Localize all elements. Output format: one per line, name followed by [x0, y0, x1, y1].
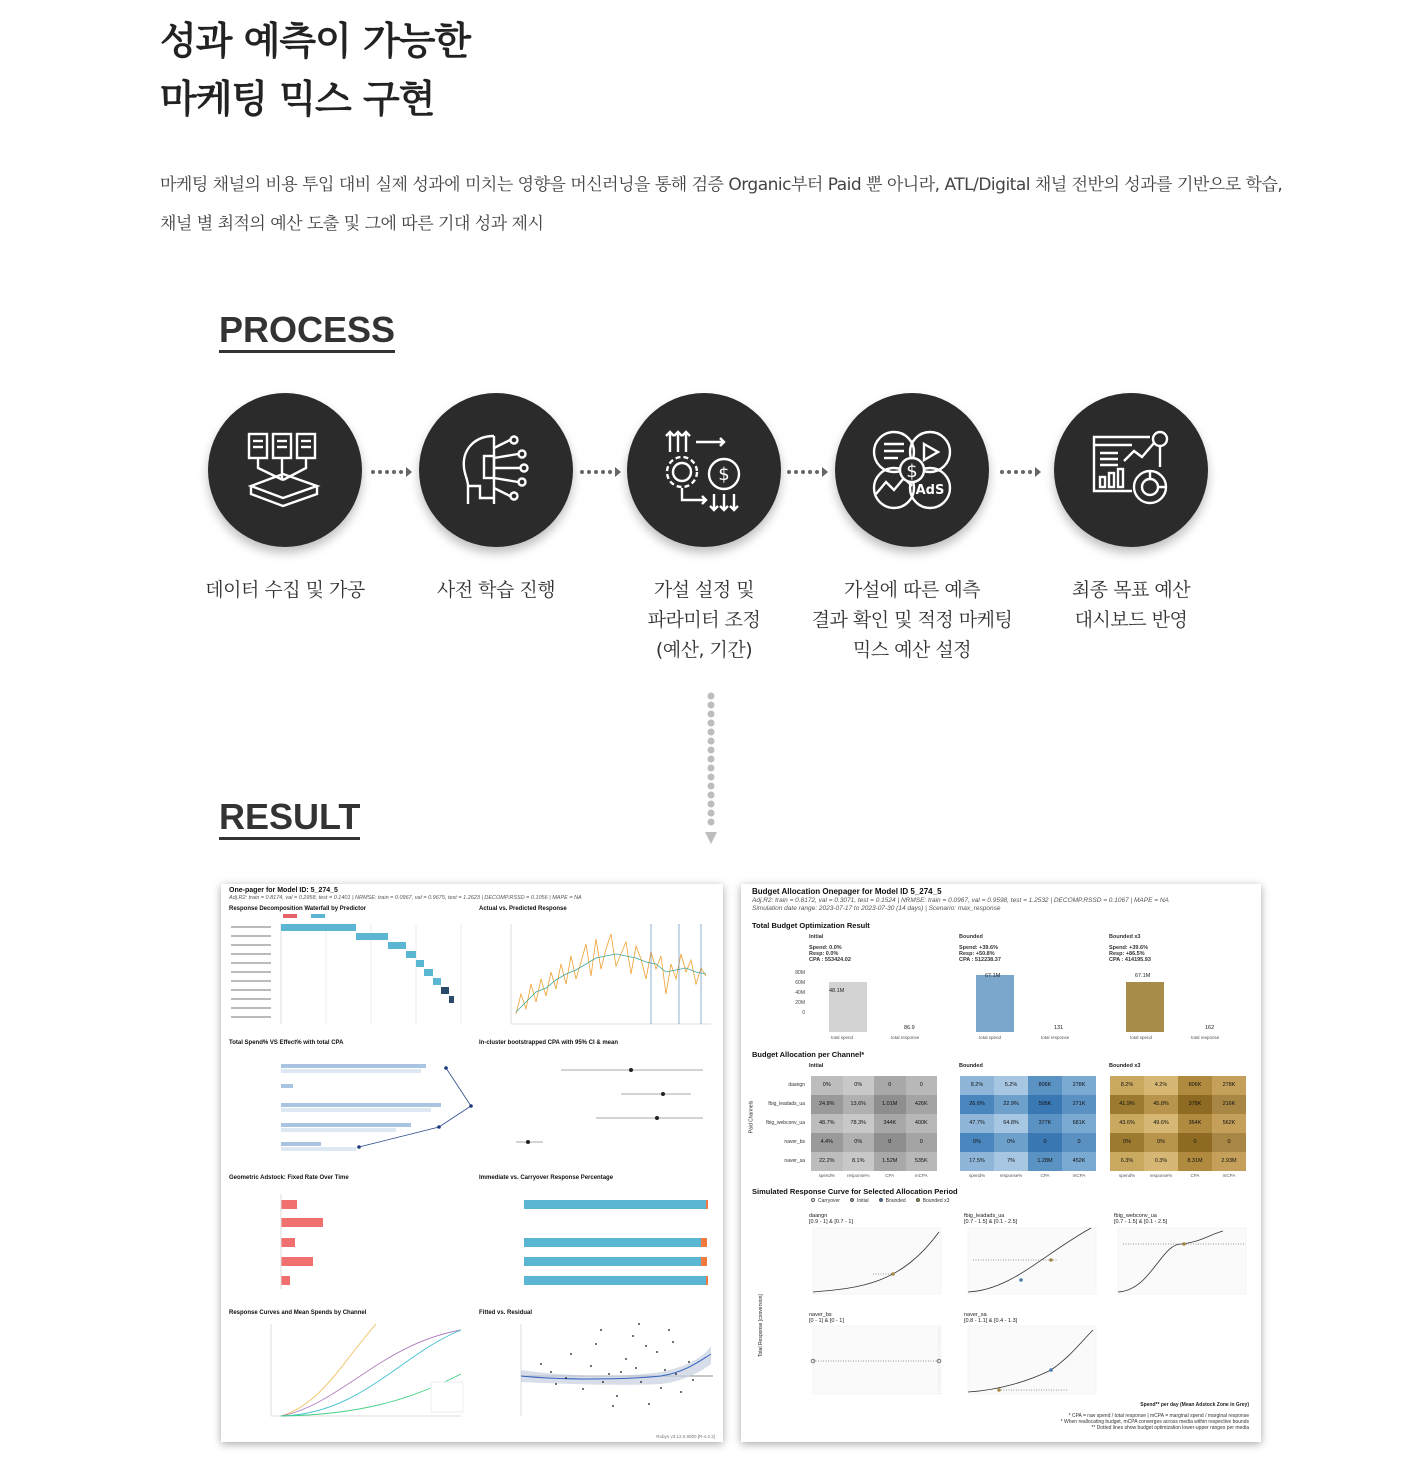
- heat-column-label: response%: [999, 1173, 1023, 1178]
- legend-item: Carryover: [811, 1198, 840, 1204]
- scenario-bounded-x3-spend: Spend: +39.6%: [1109, 945, 1148, 951]
- curve-panel-daangn-name: daangn: [809, 1213, 828, 1219]
- bar-x-label-spend-2: total spend: [979, 1035, 1002, 1040]
- heat-cell: 0: [906, 1133, 938, 1152]
- heat-cell: 13.6%: [843, 1095, 875, 1114]
- heat-initial-title: Initial: [809, 1063, 824, 1069]
- heat-cell: 595K: [1028, 1095, 1062, 1114]
- heat-cell: 0: [874, 1133, 906, 1152]
- heat-column-label: mCPA: [1222, 1173, 1236, 1178]
- heat-cell: 0: [1028, 1133, 1062, 1152]
- svg-text:AdS: AdS: [915, 483, 945, 498]
- bar-x-label-spend-1: total spend: [831, 1035, 854, 1040]
- response-curve-plots: [741, 884, 1261, 1442]
- page-headline: [160, 12, 470, 128]
- right-report-footnotes: [1061, 1413, 1249, 1431]
- curve-panel-webconv-name: fbig_webconv_ua: [1114, 1213, 1157, 1219]
- heat-cell: 452K: [1062, 1152, 1096, 1171]
- curve-x-axis-label: Spend** per day (Mean Adstock Zone in Grey): [1140, 1402, 1249, 1408]
- heat-cell: 0%: [843, 1133, 875, 1152]
- budget-settings-icon: [627, 393, 781, 547]
- scenario-bounded-spend: Spend: +39.6%: [959, 945, 998, 951]
- heat-cell: 5.2%: [994, 1076, 1028, 1095]
- ads-marketing-icon: [835, 393, 989, 547]
- response-curves-plot: [271, 1324, 463, 1416]
- bootstrapped-cpa-plot: [516, 1068, 703, 1144]
- curve-panel-naver-bs-name: naver_bs: [809, 1312, 832, 1318]
- heat-cell: 535K: [906, 1152, 938, 1171]
- budget-y-tick-20m: 20M: [795, 1000, 805, 1006]
- heat-column-label: response%: [1149, 1173, 1173, 1178]
- curve-panel-leadads-range: [0.7 - 1.5] & [0.1 - 2.5]: [964, 1219, 1018, 1225]
- heat-cell: 4.4%: [811, 1133, 843, 1152]
- spend-vs-effect-plot: [281, 1064, 473, 1151]
- heat-cell: 8.2%: [960, 1076, 994, 1095]
- legend-item: Bounded x3: [916, 1198, 950, 1204]
- scenario-bounded-x3-name: Bounded x3: [1109, 934, 1141, 940]
- right-report-subtitle: Adj.R2: train = 0.8172, val = 0.3071, test = 0.1524 | NRMSE: train = 0.0967, val = 0.9598, test = 1.2532 | DECOMP.RSSD = 0.1067 | MAPE = NA Simulation date range: 2023-07-17 to 2023-07-30 (14 days) | Scenario: max_response: [752, 897, 1169, 912]
- heat-cell: 0%: [1110, 1133, 1144, 1152]
- heat-column-label: CPA: [1190, 1173, 1200, 1178]
- panel-title-spend-vs-effect: Total Spend% VS Effect% with total CPA: [229, 1040, 344, 1046]
- scenario-bounded-cpa: CPA : 512238.37: [959, 957, 1001, 963]
- heat-cell: 0.3%: [1144, 1152, 1178, 1171]
- total-budget-section-title: Total Budget Optimization Result: [752, 921, 870, 930]
- description-line-2: 채널 별 최적의 예산 도출 및 그에 따른 기대 성과 제시: [160, 214, 544, 234]
- left-report-subtitle: Adj.R2: train = 0.8174, val = 0.2958, test = 0.1401 | NRMSE: train = 0.0967, val = 0.9675, test = 1.2623 | DECOMP.RSSD = 0.1056 | MAPE = NA: [229, 895, 582, 901]
- heat-cell: 7%: [994, 1152, 1028, 1171]
- scenario-initial-spend: Spend: 0.0%: [809, 945, 842, 951]
- model-onepager-report: [221, 884, 723, 1442]
- heat-cell: 26.6%: [960, 1095, 994, 1114]
- heat-cell: 344K: [874, 1114, 906, 1133]
- heat-channel-label: naver_sa: [784, 1158, 805, 1164]
- process-section-title: PROCESS: [219, 310, 395, 353]
- headline-line-1: 성과 예측이 가능한: [160, 19, 471, 63]
- left-report-title: One-pager for Model ID: 5_274_5: [229, 887, 338, 894]
- headline-line-2: 마케팅 믹스 구현: [160, 77, 435, 121]
- heat-cell: 8.1%: [843, 1152, 875, 1171]
- heat-cell: 0: [1212, 1133, 1246, 1152]
- heat-cell: 0%: [994, 1133, 1028, 1152]
- heat-cell: 378K: [1178, 1095, 1212, 1114]
- scenario-bounded-x3-resp: Resp: +86.5%: [1109, 951, 1145, 957]
- heat-column-label: CPA: [885, 1173, 895, 1178]
- bounded-x3-spend-label: 67.1M: [1135, 973, 1151, 979]
- initial-spend-label: 48.1M: [829, 988, 845, 994]
- heat-cell: 6.3%: [1110, 1152, 1144, 1171]
- heat-column-label: mCPA: [1072, 1173, 1086, 1178]
- svg-text:$: $: [718, 464, 730, 485]
- scenario-bounded-resp: Resp: +50.8%: [959, 951, 995, 957]
- bar-x-label-response-2: total response: [1041, 1035, 1070, 1040]
- heat-cell: 41.9%: [1110, 1095, 1144, 1114]
- curve-panel-naver-sa-name: naver_sa: [964, 1312, 987, 1318]
- heat-cell: 278K: [1062, 1076, 1096, 1095]
- process-step-5: [1016, 393, 1246, 635]
- scenario-initial-resp: Resp: 0.0%: [809, 951, 839, 957]
- heat-cell: 0: [1178, 1133, 1212, 1152]
- heat-cell: 0%: [1144, 1133, 1178, 1152]
- heat-channel-label: fbig_webconv_ua: [766, 1120, 805, 1126]
- left-report-footer: Robyn v3.12.0.9000 [R-4.2.2]: [656, 1434, 715, 1439]
- data-collection-icon: [208, 393, 362, 547]
- heat-cell: 0: [906, 1076, 938, 1095]
- heat-column-label: response%: [846, 1173, 870, 1178]
- heat-cell: 24.8%: [811, 1095, 843, 1114]
- curve-panel-leadads-name: fbig_leadads_ua: [964, 1213, 1005, 1219]
- heat-cell: 278K: [1212, 1076, 1246, 1095]
- heat-channel-label: fbig_leadads_ua: [768, 1101, 805, 1107]
- panel-title-geometric-adstock: Geometric Adstock: Fixed Rate Over Time: [229, 1175, 349, 1181]
- legend-item: Bounded: [879, 1198, 906, 1204]
- heat-cell: 1.28M: [1028, 1152, 1062, 1171]
- process-step-1: [170, 393, 400, 605]
- heat-cell: 806K: [1178, 1076, 1212, 1095]
- curve-panel-naver-bs-range: [0 - 1] & [0 - 1]: [809, 1318, 844, 1324]
- panel-title-fitted-vs-residual: Fitted vs. Residual: [479, 1310, 533, 1316]
- immediate-vs-carryover-plot: [524, 1200, 708, 1285]
- dashboard-chart-icon: [1054, 393, 1208, 547]
- process-step-3: [589, 393, 819, 665]
- left-report-plots: [221, 884, 723, 1442]
- heat-cell: 271K: [1062, 1095, 1096, 1114]
- heat-cell: 364K: [1178, 1114, 1212, 1133]
- geometric-adstock-plot: [281, 1194, 323, 1289]
- bounded-response-label: 131: [1054, 1025, 1064, 1031]
- heat-column-label: mCPA: [914, 1173, 928, 1178]
- ai-head-icon: [419, 393, 573, 547]
- heat-cell: 17.5%: [960, 1152, 994, 1171]
- budget-allocation-report: [741, 884, 1261, 1442]
- heat-cell: 0: [1062, 1133, 1096, 1152]
- panel-title-waterfall: Response Decomposition Waterfall by Predictor: [229, 906, 367, 912]
- heat-bounded-title: Bounded: [959, 1063, 983, 1069]
- scenario-bounded-name: Bounded: [959, 934, 983, 940]
- heat-cell: 47.7%: [960, 1114, 994, 1133]
- panel-title-actual-vs-predicted: Actual vs. Predicted Response: [479, 906, 567, 912]
- budget-y-tick-80m: 80M: [795, 970, 805, 976]
- heat-column-label: spend%: [968, 1173, 986, 1178]
- heat-cell: 22.2%: [811, 1152, 843, 1171]
- process-step-2-label: 사전 학습 진행: [436, 579, 556, 601]
- budget-allocation-section-title: Budget Allocation per Channel*: [752, 1050, 865, 1059]
- heat-cell: 2.93M: [1212, 1152, 1246, 1171]
- heat-cell: 681K: [1062, 1114, 1096, 1133]
- curve-panel-naver-sa-range: [0.8 - 1.1] & [0.4 - 1.3]: [964, 1318, 1018, 1324]
- heat-cell: 48.7%: [811, 1114, 843, 1133]
- heat-y-axis-label: Paid Channels: [748, 1100, 755, 1134]
- curve-panel-webconv-range: [0.7 - 1.5] & [0.1 - 2.5]: [1114, 1219, 1168, 1225]
- heat-bounded-x3-title: Bounded x3: [1109, 1063, 1141, 1069]
- heat-cell: 0%: [843, 1076, 875, 1095]
- heat-cell: 49.6%: [1144, 1114, 1178, 1133]
- fitted-vs-residual-plot: [521, 1323, 713, 1416]
- scenario-initial-name: Initial: [809, 934, 824, 940]
- heat-cell: 8.2%: [1110, 1076, 1144, 1095]
- footnote-1: * CPA = raw spend / total response | mCPA = marginal spend / marginal response: [1068, 1413, 1249, 1419]
- heat-cell: 0: [874, 1076, 906, 1095]
- budget-y-tick-60m: 60M: [795, 980, 805, 986]
- curve-panel-daangn-range: [0.9 - 1] & [0.7 - 1]: [809, 1219, 854, 1225]
- legend-item: Initial: [850, 1198, 869, 1204]
- heat-column-label: spend%: [1118, 1173, 1136, 1178]
- heat-cell: 0%: [960, 1133, 994, 1152]
- budget-y-tick-0: 0: [802, 1010, 805, 1016]
- process-step-5-label: 최종 목표 예산 대시보드 반영: [1071, 579, 1191, 631]
- footnote-3: ** Dotted lines show budget optimization lower-upper ranges per media: [1091, 1425, 1249, 1431]
- heat-cell: 1.01M: [874, 1095, 906, 1114]
- panel-title-immediate-vs-carryover: Immediate vs. Carryover Response Percentage: [479, 1175, 614, 1181]
- actual-vs-predicted-plot: [511, 924, 711, 1024]
- description-line-1: 마케팅 채널의 비용 투입 대비 실제 성과에 미치는 영향을 머신러닝을 통해 검증 Organic부터 Paid 뿐 아니라, ATL/Digital 채널 전반의 성과를 기반으로 학습,: [160, 175, 1283, 195]
- bar-x-label-response-1: total response: [891, 1035, 920, 1040]
- heat-cell: 562K: [1212, 1114, 1246, 1133]
- right-report-title: Budget Allocation Onepager for Model ID 5_274_5: [752, 887, 942, 896]
- heat-cell: 64.8%: [994, 1114, 1028, 1133]
- heat-channel-label: daangn: [788, 1082, 805, 1088]
- panel-title-bootstrapped-cpa: In-cluster bootstrapped CPA with 95% CI & mean: [479, 1040, 619, 1046]
- heat-cell: 400K: [906, 1114, 938, 1133]
- heat-cell: 377K: [1028, 1114, 1062, 1133]
- process-step-4: [797, 393, 1027, 665]
- heat-cell: 22.9%: [994, 1095, 1028, 1114]
- heat-cell: 216K: [1212, 1095, 1246, 1114]
- response-curve-section-title: Simulated Response Curve for Selected Allocation Period: [752, 1187, 958, 1196]
- heat-cell: 43.6%: [1110, 1114, 1144, 1133]
- heat-column-label: CPA: [1040, 1173, 1050, 1178]
- panel-title-response-curves: Response Curves and Mean Spends by Channel: [229, 1310, 367, 1316]
- initial-response-label: 86.9: [904, 1025, 915, 1031]
- heat-column-label: spend%: [818, 1173, 835, 1178]
- process-step-2: [381, 393, 611, 605]
- heat-cell: 78.3%: [843, 1114, 875, 1133]
- curve-y-axis-label: Total Response [conversion]: [758, 1294, 764, 1357]
- heat-cell: 8.31M: [1178, 1152, 1212, 1171]
- process-step-1-label: 데이터 수집 및 가공: [205, 579, 365, 601]
- page-description: [160, 166, 1390, 244]
- footnote-2: * When reallocating budget, mCPA converges across media within respective bounds: [1060, 1419, 1249, 1425]
- process-to-result-arrow: [704, 692, 718, 848]
- heat-cell: 4.2%: [1144, 1076, 1178, 1095]
- waterfall-plot: [231, 914, 461, 1024]
- heat-channel-label: naver_bs: [784, 1139, 805, 1145]
- heat-cell: 426K: [906, 1095, 938, 1114]
- heat-cell: 1.52M: [874, 1152, 906, 1171]
- bounded-x3-response-label: 162: [1205, 1025, 1215, 1031]
- heat-cell: 806K: [1028, 1076, 1062, 1095]
- svg-text:$: $: [906, 461, 918, 482]
- process-step-3-label: 가설 설정 및 파라미터 조정 (예산, 기간): [647, 579, 761, 661]
- heat-cell: 0%: [811, 1076, 843, 1095]
- budget-y-tick-40m: 40M: [795, 990, 805, 996]
- scenario-initial-cpa: CPA : 553424.02: [809, 957, 851, 963]
- bar-x-label-spend-3: total spend: [1130, 1035, 1153, 1040]
- process-step-4-label: 가설에 따른 예측 결과 확인 및 적정 마케팅 믹스 예산 설정: [811, 579, 1013, 661]
- scenario-bounded-x3-cpa: CPA : 414195.93: [1109, 957, 1151, 963]
- bar-x-label-response-3: total response: [1191, 1035, 1220, 1040]
- result-section-title: RESULT: [219, 797, 360, 840]
- bounded-spend-label: 67.1M: [985, 973, 1001, 979]
- heat-cell: 45.8%: [1144, 1095, 1178, 1114]
